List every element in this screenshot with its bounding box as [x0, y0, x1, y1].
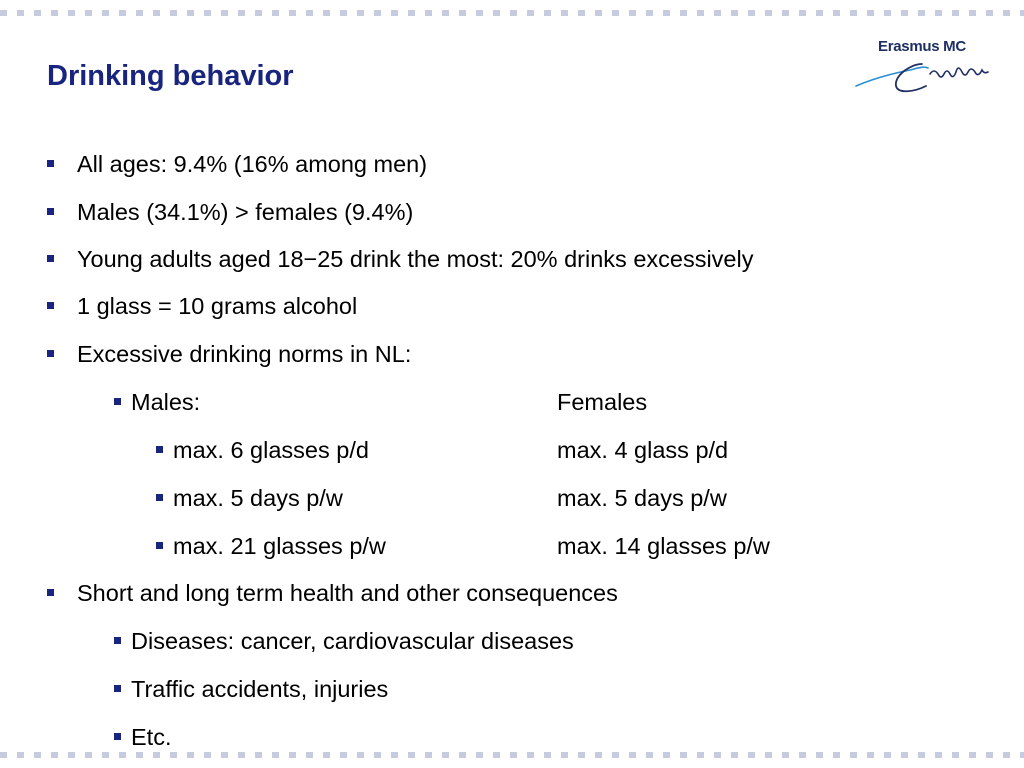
square-bullet-icon — [156, 494, 163, 501]
sub-sub-bullet-item — [173, 528, 770, 564]
square-bullet-icon — [156, 542, 163, 549]
square-bullet-icon — [114, 733, 121, 740]
bullet-text: All ages: 9.4% (16% among men) — [77, 151, 428, 177]
bullet-text: Diseases: cancer, cardiovascular diseases — [131, 628, 574, 654]
square-bullet-icon — [47, 589, 54, 596]
bottom-dotted-border — [0, 752, 1024, 758]
square-bullet-icon — [47, 350, 54, 357]
bullet-text-males: max. 6 glasses p/d — [173, 437, 369, 463]
bullet-item — [77, 575, 618, 611]
square-bullet-icon — [114, 685, 121, 692]
bullet-item — [77, 194, 413, 230]
bullet-text-females: Females — [557, 389, 648, 415]
sub-sub-bullet-item — [173, 480, 727, 516]
sub-bullet-item — [131, 384, 648, 420]
top-dotted-border — [0, 10, 1024, 16]
bullet-item — [77, 288, 357, 324]
sub-bullet-item — [131, 623, 574, 659]
square-bullet-icon — [47, 255, 54, 262]
bullet-text: Short and long term health and other consequences — [77, 580, 618, 606]
bullet-text: Traffic accidents, injuries — [131, 676, 389, 702]
bullet-text-females: max. 5 days p/w — [557, 485, 727, 511]
bullet-text-females: max. 4 glass p/d — [557, 437, 729, 463]
bullet-text: Males (34.1%) > females (9.4%) — [77, 199, 414, 225]
square-bullet-icon — [47, 208, 54, 215]
square-bullet-icon — [47, 160, 54, 167]
bullet-text: Excessive drinking norms in NL: — [77, 341, 412, 367]
bullet-text-males: max. 21 glasses p/w — [173, 533, 386, 559]
bullet-text-males: Males: — [131, 389, 201, 415]
slide-title: Drinking behavior — [47, 60, 294, 92]
sub-bullet-item — [131, 671, 388, 707]
erasmus-mc-logo — [852, 34, 1002, 100]
bullet-text: Etc. — [131, 724, 172, 750]
erafus-signature-icon — [852, 56, 1002, 100]
bullet-item — [77, 146, 427, 182]
square-bullet-icon — [156, 446, 163, 453]
square-bullet-icon — [114, 398, 121, 405]
bullet-item — [77, 336, 411, 372]
square-bullet-icon — [47, 302, 54, 309]
bullet-item — [77, 241, 753, 277]
bullet-text-females: max. 14 glasses p/w — [557, 533, 770, 559]
logo-text: Erasmus MC — [878, 38, 966, 55]
sub-bullet-item — [131, 719, 171, 755]
bullet-text: 1 glass = 10 grams alcohol — [77, 293, 358, 319]
bullet-text: Young adults aged 18−25 drink the most: 20% drinks excessively — [77, 246, 754, 272]
sub-sub-bullet-item — [173, 432, 729, 468]
bullet-text-males: max. 5 days p/w — [173, 485, 343, 511]
square-bullet-icon — [114, 637, 121, 644]
